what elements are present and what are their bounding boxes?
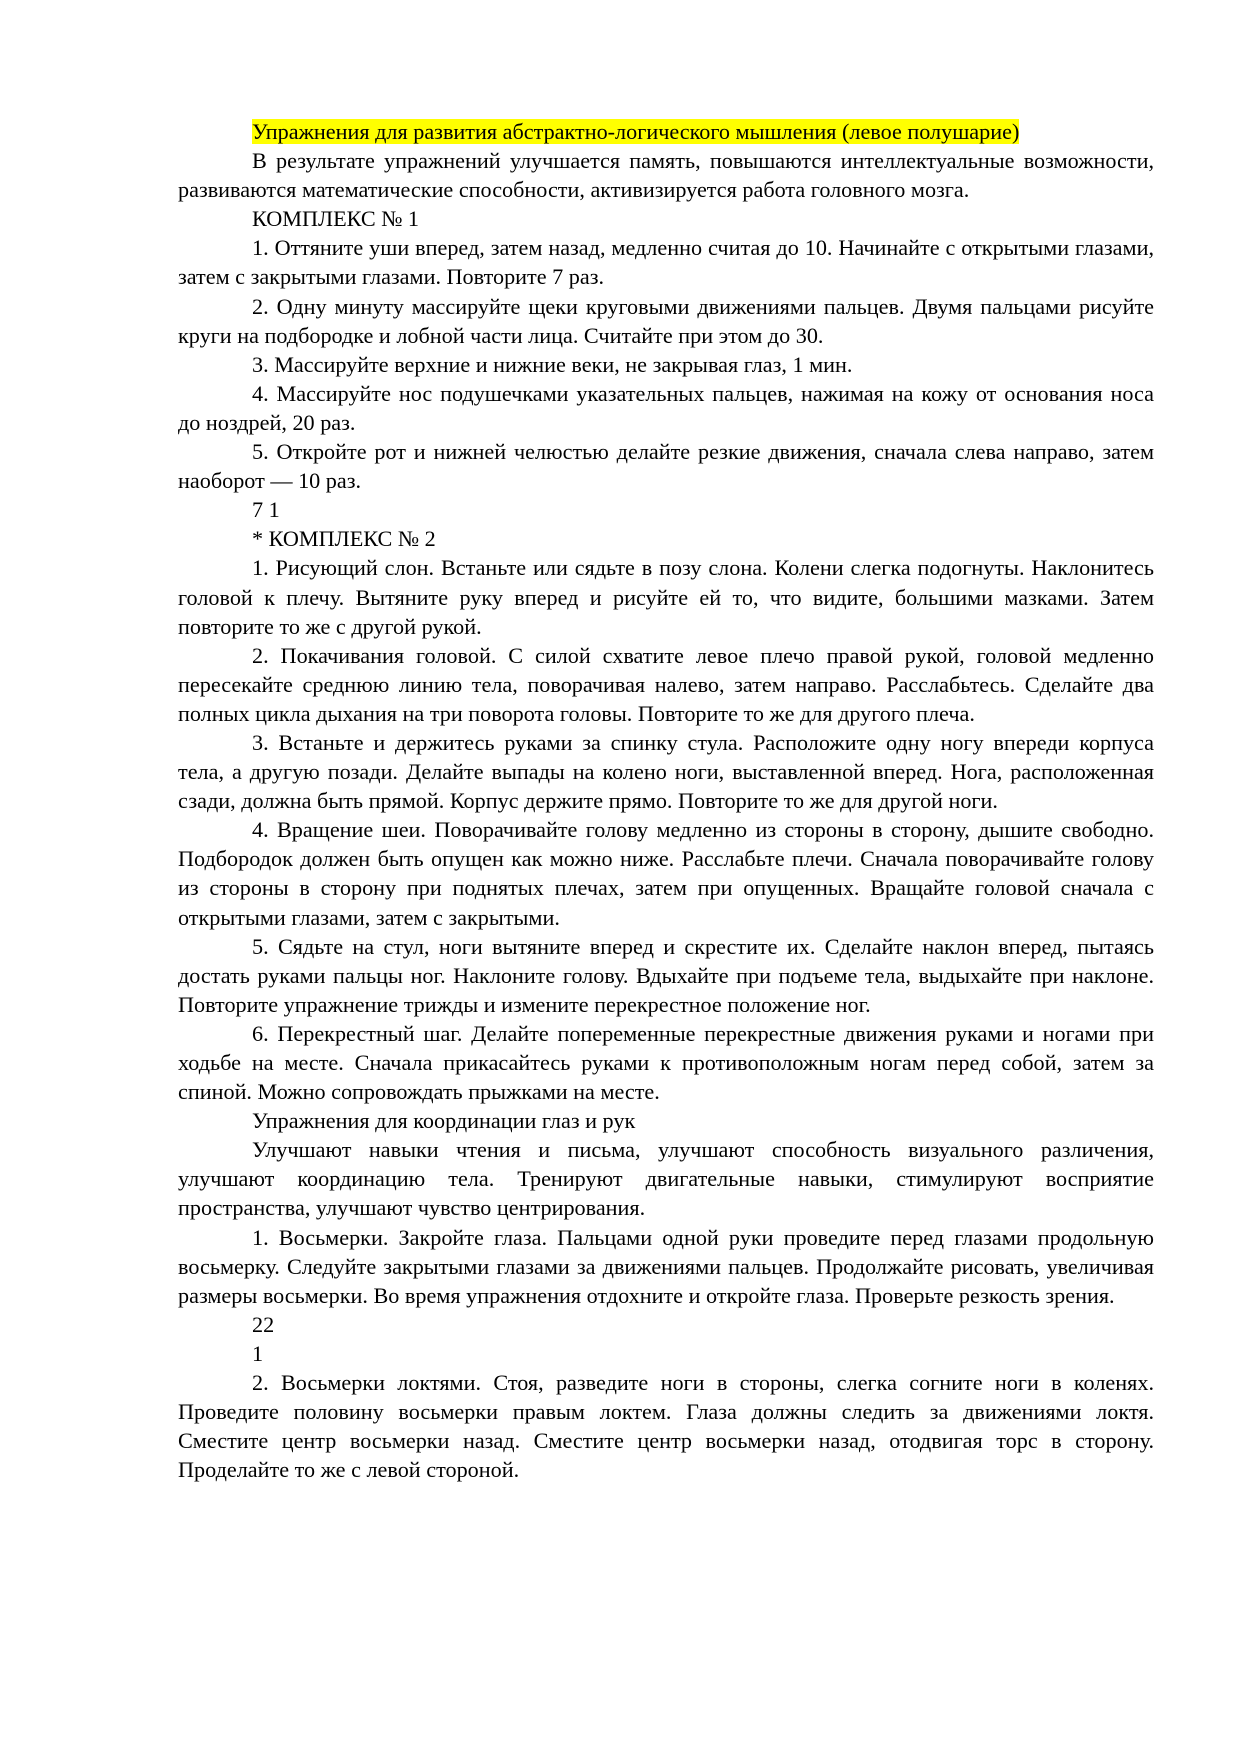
complex-1-item: 2. Одну минуту массируйте щеки круговыми движениями пальцев. Двумя пальцами рисуйте круги на подбородке и лобной части лица. Считайте при этом до 30. [178,293,1154,348]
eye-hand-item: 1. Восьмерки. Закройте глаза. Пальцами одной руки проведите перед глазами продольную восьмерку. Следуйте закрытыми глазами за движениями пальцев. Продолжайте рисовать, увеличивая размеры восьмерки. Во время упражнения отдохните и откройте глаза. Проверьте резкость зрения. [178,1224,1154,1308]
section-2-intro: Улучшают навыки чтения и письма, улучшают способность визуального различения, улучшают координацию тела. Тренируют двигательные навыки, стимулируют восприятие пространства, улучшают чувство центрирования. [178,1137,1154,1221]
complex-2-item: 5. Сядьте на стул, ноги вытяните вперед и скрестите их. Сделайте наклон вперед, пытаясь достать руками пальцы ног. Наклоните голову. Вдыхайте при подъеме тела, выдыхайте при наклоне. Повторите упражнение трижды и измените перекрестное положение ног. [178,933,1154,1017]
eye-hand-item: 2. Восьмерки локтями. Стоя, разведите ноги в стороны, слегка согните ноги в коленях. Проведите половину восьмерки правым локтем. Глаза должны следить за движениями локтя. Сместите центр восьмерки назад. Сместите центр восьмерки назад, отодвигая торс в сторону. Проделайте то же с левой стороной. [178,1370,1154,1483]
section-title-left-hemisphere [178,117,1154,146]
complex-1-item: 5. Откройте рот и нижней челюстью делайте резкие движения, сначала слева направо, затем наоборот — 10 раз. [178,439,1154,494]
complex-1-heading: КОМПЛЕКС № 1 [252,206,420,232]
page-marker: 22 [252,1311,275,1337]
complex-1-item: 1. Оттяните уши вперед, затем назад, медленно считая до 10. Начинайте с открытыми глазами, затем с закрытыми глазами. Повторите 7 раз. [178,235,1154,290]
complex-2-heading: * КОМПЛЕКС № 2 [252,526,436,552]
complex-2-item: 6. Перекрестный шаг. Делайте попеременные перекрестные движения руками и ногами при ходьбе на месте. Сначала прикасайтесь руками к противоположным ногам перед собой, затем за спиной. Можно сопровождать прыжками на месте. [178,1020,1154,1105]
complex-1-item: 4. Массируйте нос подушечками указательных пальцев, нажимая на кожу от основания носа до ноздрей, 20 раз. [178,380,1154,435]
section-intro: В результате упражнений улучшается память, повышаются интеллектуальные возможности, развиваются математические способности, активизируется работа головного мозга. [178,148,1154,203]
complex-1-item: 3. Массируйте верхние и нижние веки, не закрывая глаз, 1 мин. [252,351,853,377]
page-marker: 7 1 [252,497,280,523]
section-title-eye-hand: Упражнения для координации глаз и рук [252,1108,636,1134]
document-page [178,117,1154,1484]
page-marker: 1 [252,1340,264,1366]
complex-2-item: 4. Вращение шеи. Поворачивайте голову медленно из стороны в сторону, дышите свободно. Подбородок должен быть опущен как можно ниже. Расслабьте плечи. Сначала поворачивайте голову из стороны в сторону при поднятых плечах, затем при опущенных. Вращайте головой сначала с открытыми глазами, затем с закрытыми. [178,817,1154,930]
complex-2-item: 2. Покачивания головой. С силой схватите левое плечо правой рукой, головой медленно пересекайте среднюю линию тела, поворачивая налево, затем направо. Расслабьтесь. Сделайте два полных цикла дыхания на три поворота головы. Повторите то же для другого плеча. [178,642,1154,726]
complex-2-item: 1. Рисующий слон. Встаньте или сядьте в позу слона. Колени слегка подогнуты. Наклонитесь головой к плечу. Вытяните руку вперед и рисуйте ей то, что видите, большими мазками. Затем повторите то же с другой рукой. [178,555,1154,639]
complex-2-item: 3. Встаньте и держитесь руками за спинку стула. Расположите одну ногу впереди корпуса тела, а другую позади. Делайте выпады на колено ноги, выставленной вперед. Нога, расположенная сзади, должна быть прямой. Корпус держите прямо. Повторите то же для другой ноги. [178,729,1154,814]
highlighted-title: Упражнения для развития абстрактно-логического мышления (левое полушарие) [252,119,1020,144]
